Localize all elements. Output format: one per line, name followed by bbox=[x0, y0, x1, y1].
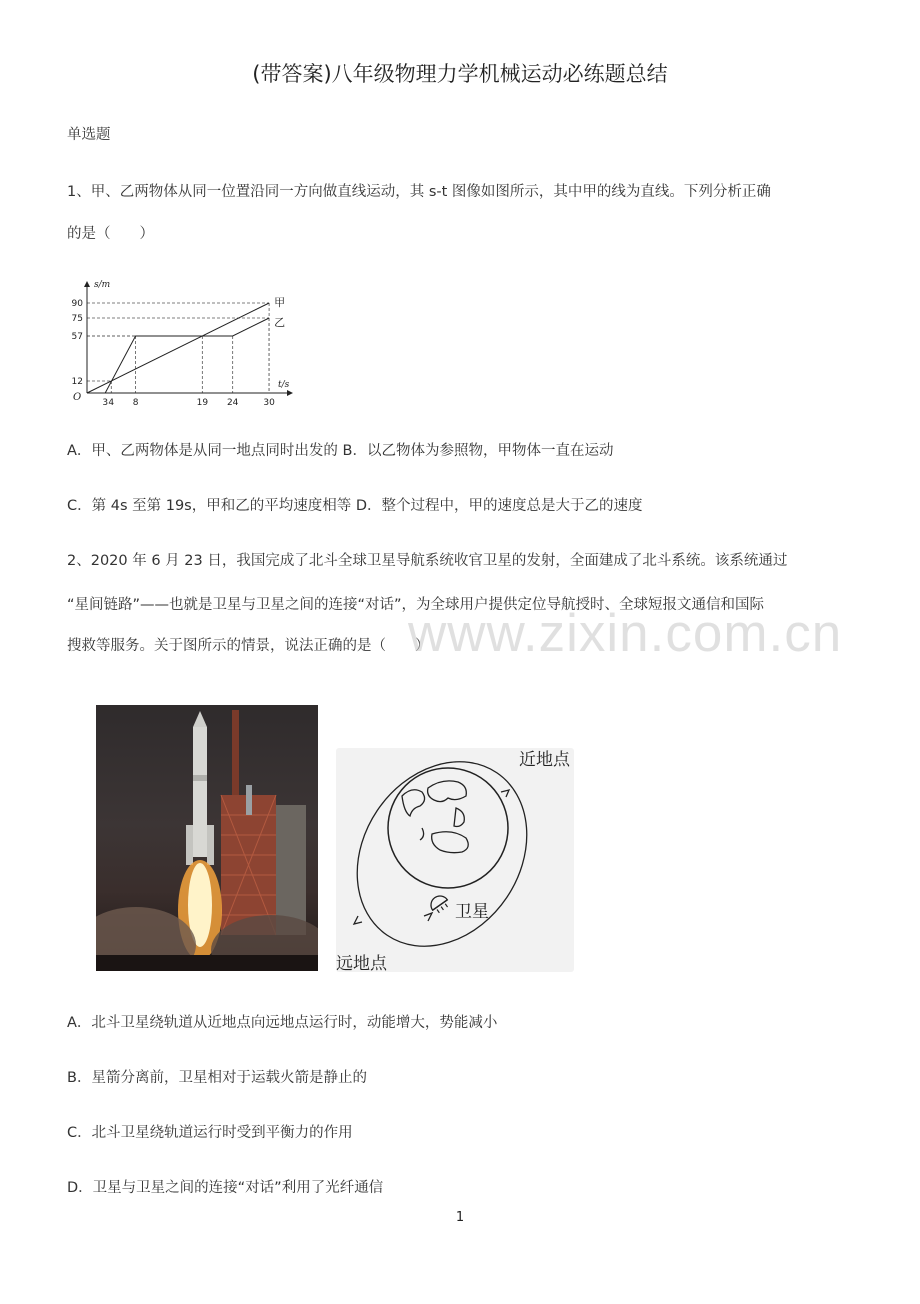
y-axis-label: s/m bbox=[94, 280, 111, 290]
x-tick-label: 24 bbox=[226, 398, 239, 408]
rocket-launch-photo bbox=[96, 705, 318, 971]
x-tick-label: 19 bbox=[196, 398, 209, 408]
q1-stem-line1: 1、甲、乙两物体从同一位置沿同一方向做直线运动，其 s-t 图像如图所示，其中甲的线为直线。下列分析正确 bbox=[67, 184, 771, 200]
series-label-2: 乙 bbox=[274, 316, 286, 329]
orbit-diagram bbox=[336, 748, 574, 972]
section-heading: 单选题 bbox=[67, 127, 111, 143]
continents bbox=[402, 781, 468, 853]
q2-option-a: A．北斗卫星绕轨道从近地点向远地点运行时，动能增大，势能减小 bbox=[67, 1015, 498, 1031]
q1-options-cd: C．第 4s 至第 19s，甲和乙的平均速度相等 D．整个过程中，甲的速度总是大于乙的速度 bbox=[67, 498, 643, 514]
q2-stem-line3: 搜救等服务。关于图所示的情景，说法正确的是（ ） bbox=[67, 638, 430, 654]
q2-option-c: C．北斗卫星绕轨道运行时受到平衡力的作用 bbox=[67, 1125, 353, 1141]
apogee-label: 远地点 bbox=[336, 954, 387, 972]
x-tick-label: 3 bbox=[102, 398, 109, 408]
y-tick-label: 90 bbox=[71, 299, 83, 309]
series-line-1 bbox=[87, 303, 269, 393]
watermark: www.zixin.com.cn bbox=[408, 604, 843, 663]
page-title: (带答案)八年级物理力学机械运动必练题总结 bbox=[252, 62, 668, 86]
origin-label: O bbox=[73, 392, 82, 403]
series-line-2 bbox=[105, 318, 269, 393]
orbit-ellipse bbox=[336, 748, 561, 972]
earth-outline bbox=[388, 768, 508, 888]
q2-option-d: D．卫星与卫星之间的连接“对话”利用了光纤通信 bbox=[67, 1180, 384, 1196]
q1-stem-line2: 的是（ ） bbox=[67, 226, 154, 242]
satellite-label: 卫星 bbox=[455, 902, 489, 922]
satellite-icon bbox=[427, 892, 450, 915]
st-chart bbox=[62, 276, 302, 410]
y-tick-label: 57 bbox=[71, 332, 83, 342]
perigee-label: 近地点 bbox=[519, 750, 570, 770]
x-tick-label: 30 bbox=[263, 398, 275, 408]
y-tick-label: 12 bbox=[71, 377, 83, 387]
q1-options-ab: A．甲、乙两物体是从同一地点同时出发的 B．以乙物体为参照物，甲物体一直在运动 bbox=[67, 443, 614, 459]
q2-stem-line2: “星间链路”——也就是卫星与卫星之间的连接“对话”，为全球用户提供定位导航授时、全球短报文通信和国际 bbox=[67, 597, 765, 613]
series-label-1: 甲 bbox=[274, 296, 286, 309]
q2-option-b: B．星箭分离前，卫星相对于运载火箭是静止的 bbox=[67, 1070, 367, 1086]
x-tick-label: 4 bbox=[108, 398, 115, 408]
q2-stem-line1: 2、2020 年 6 月 23 日，我国完成了北斗全球卫星导航系统收官卫星的发射，全面建成了北斗系统。该系统通过 bbox=[67, 553, 788, 569]
x-tick-label: 8 bbox=[132, 398, 139, 408]
page-number: 1 bbox=[455, 1210, 465, 1225]
x-axis-label: t/s bbox=[278, 380, 290, 390]
y-tick-label: 75 bbox=[71, 314, 83, 324]
